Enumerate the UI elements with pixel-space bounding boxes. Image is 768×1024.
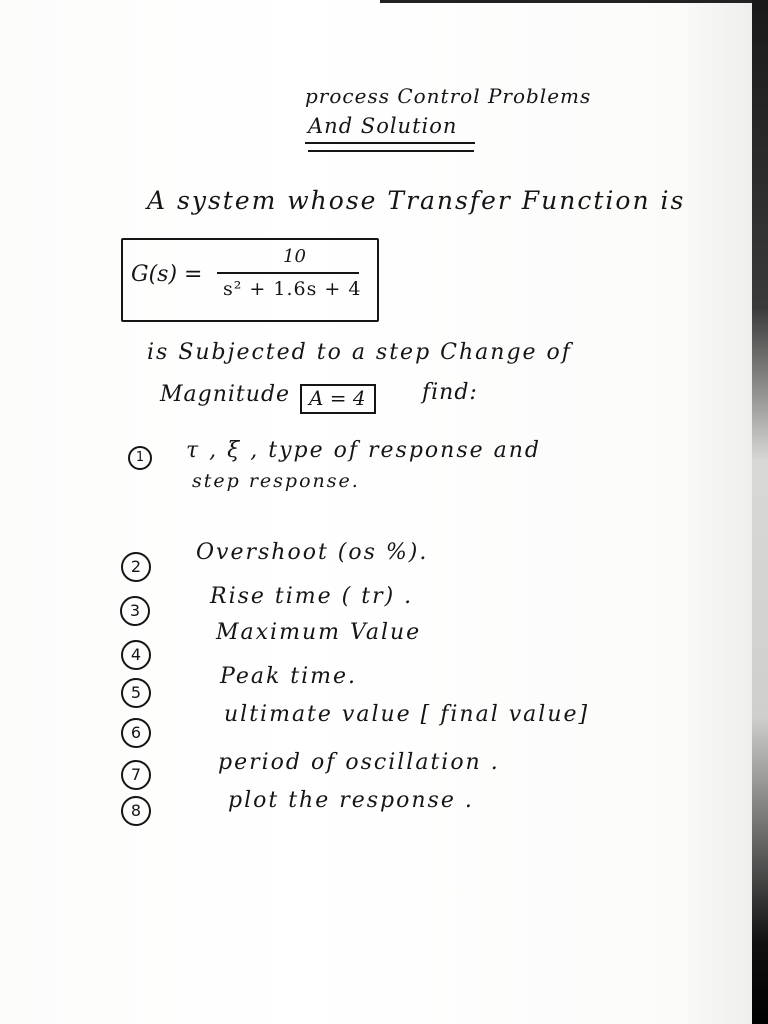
item-number-circle: 2 (121, 552, 151, 582)
transfer-function-numerator: 10 (283, 246, 306, 267)
item-text: τ , ξ , type of response and (186, 438, 541, 463)
item-number-circle: 8 (121, 796, 151, 826)
title-line-2: And Solution (308, 114, 458, 138)
item-number-circle: 7 (121, 760, 151, 790)
item-text: Maximum Value (216, 620, 422, 645)
item-number-circle: 6 (121, 718, 151, 748)
transfer-function-lhs: G(s) = (131, 262, 203, 287)
item-text: ultimate value [ final value] (224, 702, 590, 727)
item-number-circle: 5 (121, 678, 151, 708)
fraction-bar (217, 272, 359, 274)
item-number-circle: 3 (120, 596, 150, 626)
transfer-function-box (121, 238, 379, 322)
item-text: period of oscillation . (218, 750, 500, 775)
title-underline-1 (305, 142, 475, 144)
intro-text: A system whose Transfer Function is (147, 186, 686, 215)
top-edge-shadow (380, 0, 768, 3)
right-edge-background (752, 0, 768, 1024)
magnitude-box (300, 384, 376, 414)
title-underline-2 (308, 150, 474, 152)
item-text: step response. (192, 470, 360, 492)
item-text: plot the response . (228, 788, 474, 813)
item-text: Rise time ( tr) . (210, 584, 414, 609)
item-number-circle: 1 (128, 446, 152, 470)
item-text: Peak time. (220, 664, 358, 689)
condition-magnitude-label: Magnitude (160, 382, 291, 407)
condition-find-label: find: (422, 380, 478, 405)
item-text: Overshoot (os %). (196, 540, 429, 565)
item-number-circle: 4 (121, 640, 151, 670)
magnitude-value: A = 4 (309, 386, 366, 410)
condition-line-1: is Subjected to a step Change of (147, 340, 572, 365)
title-line-1: process Control Problems (305, 84, 592, 108)
transfer-function-denominator: s² + 1.6s + 4 (223, 278, 362, 300)
